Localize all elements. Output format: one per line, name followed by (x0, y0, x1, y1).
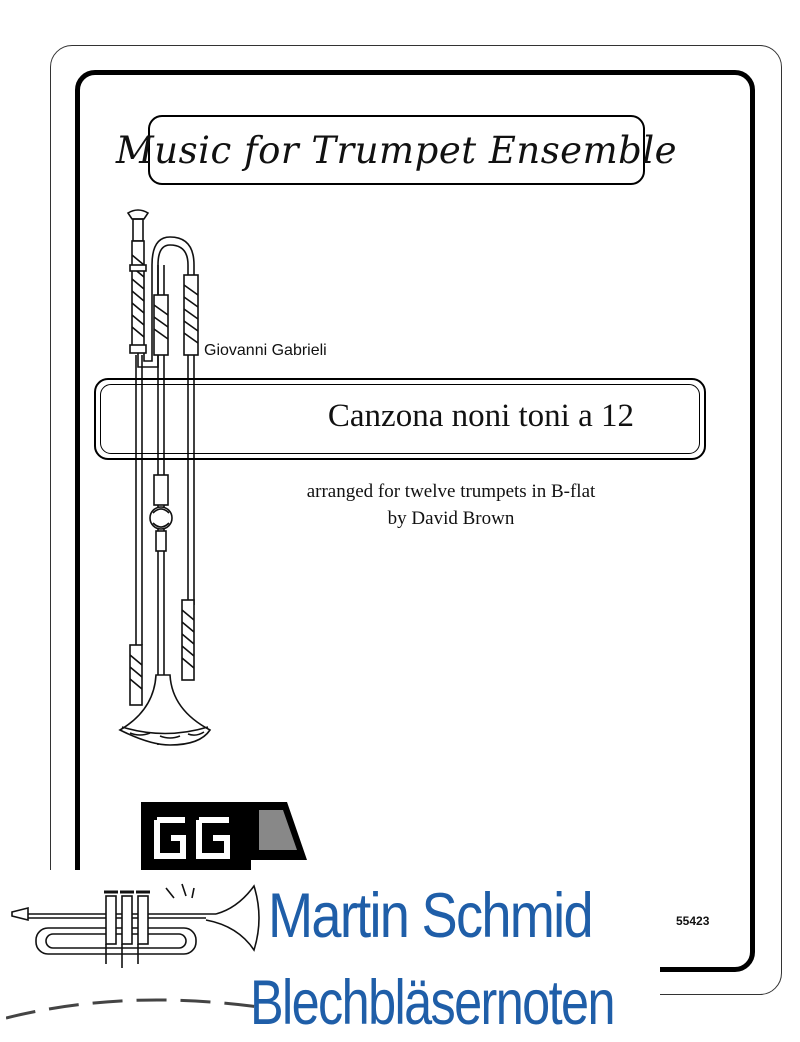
dealer-name: Martin Schmid (268, 881, 592, 951)
composer-name: Giovanni Gabrieli (204, 342, 327, 359)
arranged-line: arranged for twelve trumpets in B-flat (306, 481, 596, 502)
dealer-subtitle: Blechbläsernoten (250, 968, 614, 1038)
natural-trumpet-icon (110, 205, 220, 760)
series-title: Music for Trumpet Ensemble (115, 128, 678, 172)
arranger-line: by David Brown (387, 508, 515, 529)
trumpet-icon (6, 878, 266, 1028)
title-banner (94, 378, 706, 460)
piece-title: Canzona noni toni a 12 (327, 398, 634, 434)
series-banner (115, 115, 678, 185)
arrangement-credit (266, 478, 636, 532)
catalog-number: 55423 (676, 914, 710, 928)
publisher-logo-icon (137, 800, 317, 875)
